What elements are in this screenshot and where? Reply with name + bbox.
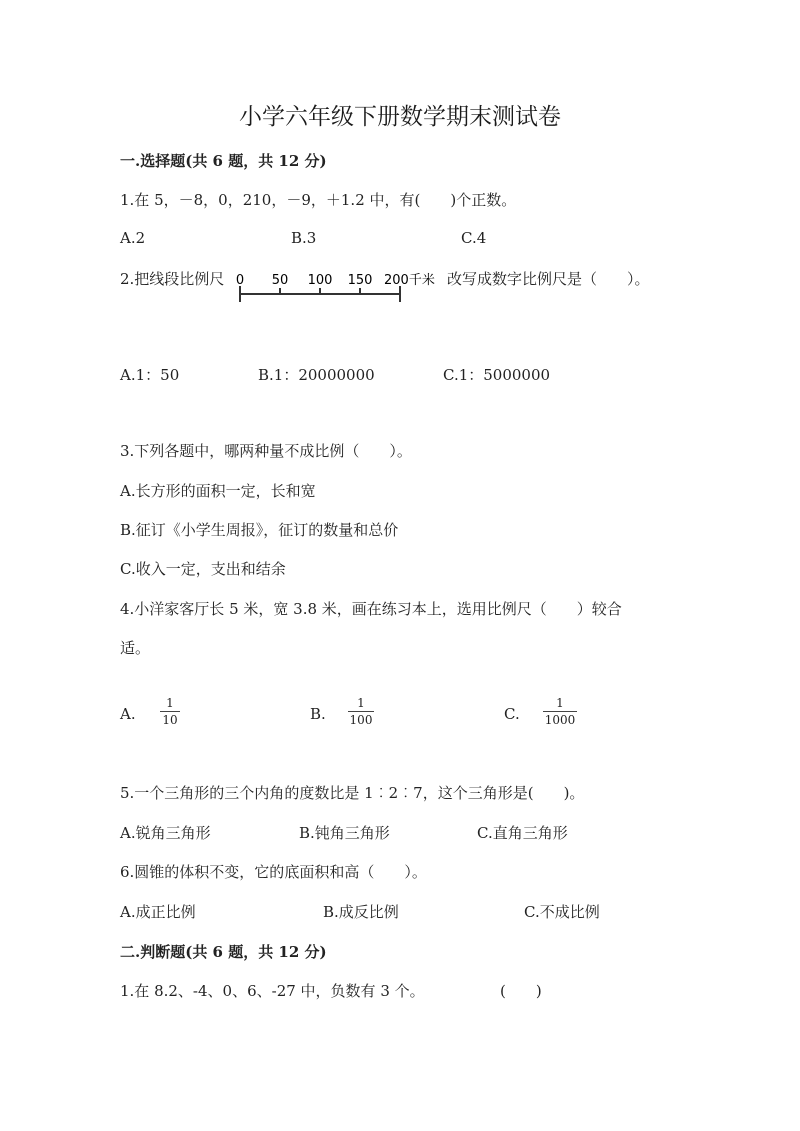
q2-option-c: C.1：5000000: [443, 366, 551, 384]
fraction-numerator: 1: [357, 696, 365, 710]
q4-option-a-label: A.: [120, 705, 136, 723]
question-5: 5.一个三角形的三个内角的度数比是 1︰2︰7，这个三角形是( )。: [120, 784, 585, 802]
fraction-numerator: 1: [166, 696, 174, 710]
q5-option-a: A.锐角三角形: [120, 824, 211, 842]
question-4-line1: 4.小洋家客厅长 5 米，宽 3.8 米，画在练习本上，选用比例尺（ ）较合: [120, 600, 622, 618]
q5-option-c: C.直角三角形: [477, 824, 568, 842]
q1-option-a: A.2: [120, 229, 146, 247]
page-title: 小学六年级下册数学期末测试卷: [239, 104, 561, 130]
q3-option-c: C.收入一定，支出和结余: [120, 560, 286, 578]
q4-option-c-label: C.: [504, 705, 520, 723]
question-3: 3.下列各题中，哪两种量不成比例（ ）。: [120, 442, 412, 460]
fraction-bar: [160, 711, 180, 712]
q2-option-a: A.1：50: [120, 366, 180, 384]
scale-label: 0: [235, 273, 245, 288]
q3-option-b: B.征订《小学生周报》，征订的数量和总价: [120, 521, 399, 539]
fraction-denominator: 100: [349, 713, 373, 727]
scale-label: 100: [307, 273, 333, 288]
fraction-bar: [543, 711, 577, 712]
fraction-numerator: 1: [556, 696, 564, 710]
tf-question-1-answer-blank[interactable]: ( ): [500, 982, 542, 1000]
fraction-bar: [348, 711, 374, 712]
line-segment-scale: [232, 270, 448, 310]
q1-option-b: B.3: [291, 229, 317, 247]
question-2-prefix: 2.把线段比例尺: [120, 270, 225, 288]
fraction-denominator: 10: [162, 713, 178, 727]
q4-option-b-label: B.: [310, 705, 326, 723]
section-heading-choice: 一.选择题(共 6 题，共 12 分): [120, 152, 327, 170]
q1-option-c: C.4: [461, 229, 487, 247]
q6-option-b: B.成反比例: [323, 903, 399, 921]
fraction-denominator: 1000: [544, 713, 576, 727]
tf-question-1: 1.在 8.2、-4、0、6、-27 中，负数有 3 个。: [120, 982, 425, 1000]
scale-label: 200千米: [384, 273, 435, 288]
question-1: 1.在 5，－8，0，210，－9，＋1.2 中，有( )个正数。: [120, 191, 517, 209]
section-heading-true-false: 二.判断题(共 6 题，共 12 分): [120, 943, 327, 961]
question-4-line2: 适。: [120, 639, 151, 657]
scale-label: 50: [271, 273, 289, 288]
q3-option-a: A.长方形的面积一定，长和宽: [120, 482, 316, 500]
q5-option-b: B.钝角三角形: [299, 824, 390, 842]
q6-option-c: C.不成比例: [524, 903, 600, 921]
q4-option-b-fraction: [348, 696, 374, 727]
scale-label: 150: [347, 273, 373, 288]
q4-option-c-fraction: [543, 696, 577, 727]
question-2-suffix: 改写成数字比例尺是（ ）。: [447, 270, 650, 288]
q4-option-a-fraction: [160, 696, 180, 727]
q6-option-a: A.成正比例: [120, 903, 196, 921]
question-6: 6.圆锥的体积不变，它的底面积和高（ ）。: [120, 863, 427, 881]
q2-option-b: B.1：20000000: [258, 366, 375, 384]
